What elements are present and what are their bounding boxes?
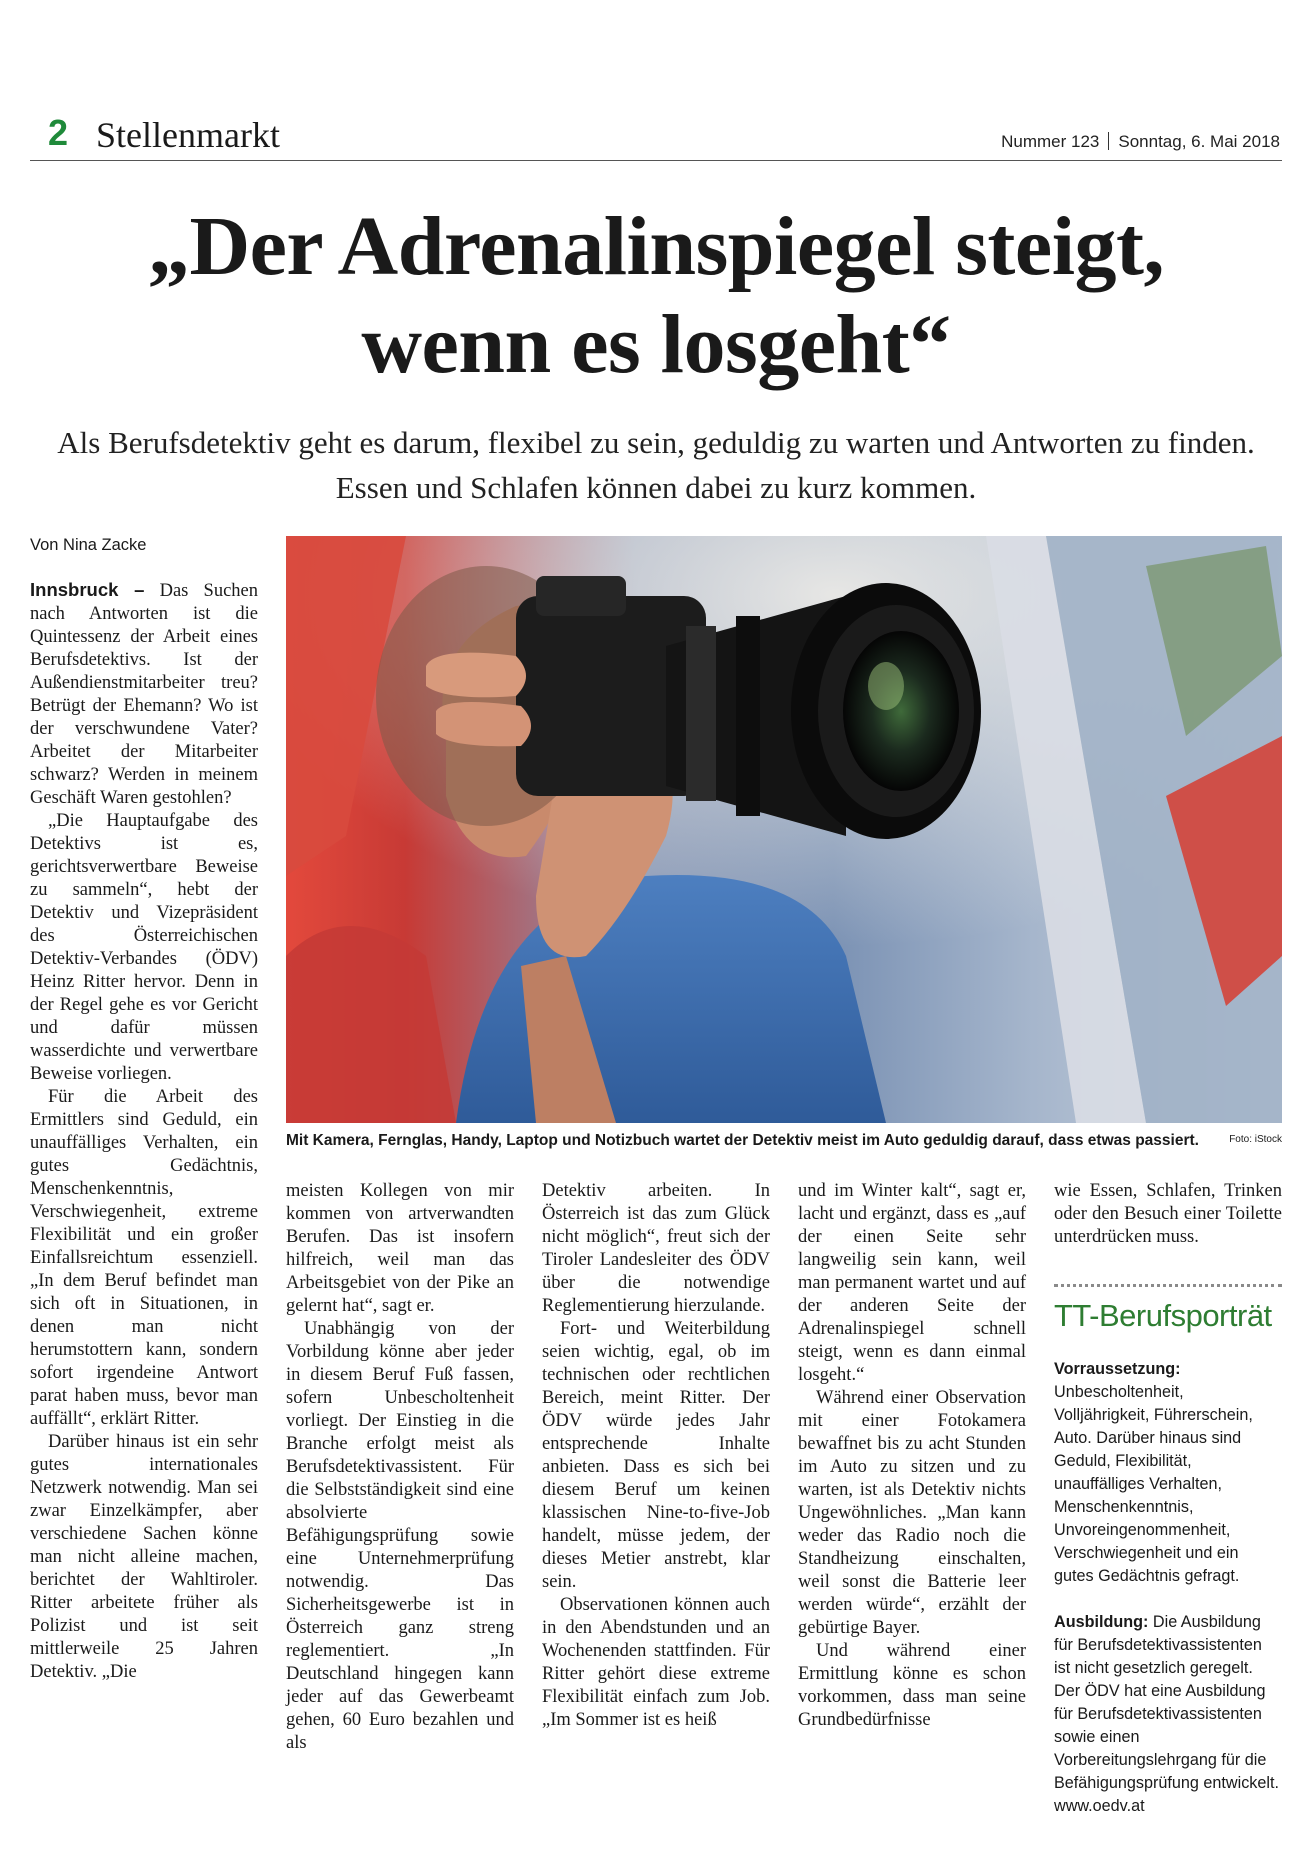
article-paragraph: „Die Hauptaufgabe des Detektivs ist es, gerichtsverwertbare Beweise zu sammeln“, hebt der Detektiv und Vizepräsident des Österreichischen Detektiv-Verbandes (ÖDV) Heinz Ritter hervor. Denn in der Regel gehe es vor Gericht und dafür müssen wasserdichte und verwertbare Beweise vorliegen. xyxy=(30,811,258,1084)
article-paragraph: wie Essen, Schlafen, Trinken oder den Besuch einer Toilette unterdrücken muss. xyxy=(1054,1181,1282,1247)
article-paragraph: Detektiv arbeiten. In Österreich ist das zum Glück nicht möglich“, freut sich der Tiroler Landesleiter des ÖDV über die notwendige Reglementierung hierzulande. xyxy=(542,1181,770,1316)
issue-info xyxy=(1001,132,1280,152)
article-column-1 xyxy=(30,578,258,1684)
dateline: Innsbruck – xyxy=(30,579,145,600)
section-title: Stellenmarkt xyxy=(96,115,280,155)
article-paragraph: meisten Kollegen von mir kommen von artverwandten Berufen. Das ist insofern hilfreich, weil man das Arbeitsgebiet von der Pike an gelernt hat“, sagt er. xyxy=(286,1181,514,1316)
sidebar-title: TT-Berufsporträt xyxy=(1054,1298,1272,1333)
sidebar-text: Die Ausbildung für Berufsdetektivassistenten ist nicht gesetzlich geregelt. Der ÖDV hat eine Ausbildung für Berufsdetektivassistenten sowie einen Vorbereitungslehrgang für die Befähigungsprüfung entwickelt. www.oedv.at xyxy=(1054,1613,1279,1815)
photo-caption xyxy=(286,1132,1282,1150)
article-photo xyxy=(286,536,1282,1123)
article-paragraph: Während einer Observation mit einer Fotokamera bewaffnet bis zu acht Stunden im Auto zu sitzen und zu warten, ist als Detektiv nichts Ungewöhnliches. „Man kann weder das Radio noch die Standheizung einschalten, weil sonst die Batterie leer werden würde“, erzählt der gebürtige Bayer. xyxy=(798,1388,1026,1638)
sidebar-section xyxy=(1054,1611,1282,1818)
caption-text: Mit Kamera, Fernglas, Handy, Laptop und Notizbuch wartet der Detektiv meist im Auto geduldig darauf, dass etwas passiert. xyxy=(286,1132,1199,1149)
sidebar-body xyxy=(1054,1358,1282,1841)
sidebar-label: Vorraussetzung: xyxy=(1054,1360,1181,1378)
lead-paragraph: Als Berufsdetektiv geht es darum, flexibel zu sein, geduldig zu warten und Antworten zu finden. Essen und Schlafen können dabei zu kurz kommen. xyxy=(57,425,1255,505)
headline: „Der Adrenalinspiegel steigt, wenn es losgeht“ xyxy=(147,200,1165,391)
article-paragraph: Unabhängig von der Vorbildung könne aber jeder in diesem Beruf Fuß fassen, sofern Unbescholtenheit vorliegt. Der Einstieg in die Branche erfolgt meist als Berufsdetektivassistent. Für die Selbstständigkeit sind eine absolvierte Befähigungsprüfung sowie eine Unternehmerprüfung notwendig. Das Sicherheitsgewerbe ist in Österreich ganz streng reglementiert. „In Deutschland hingegen kann jeder auf das Gewerbeamt gehen, 60 Euro bezahlen und als xyxy=(286,1319,514,1753)
article-paragraph: und im Winter kalt“, sagt er, lacht und ergänzt, dass es „auf der einen Seite sehr langweilig sein kann, weil man permanent wartet und auf der anderen Seite der Adrenalinspiegel schnell steigt, wenn es dann einmal losgeht.“ xyxy=(798,1181,1026,1385)
photo-credit: Foto: iStock xyxy=(1229,1134,1282,1145)
byline: Von Nina Zacke xyxy=(30,536,147,554)
article-column-3 xyxy=(542,1180,770,1732)
article-column-5 xyxy=(1054,1180,1282,1249)
sidebar-label: Ausbildung: xyxy=(1054,1613,1149,1631)
issue-divider xyxy=(1108,132,1109,150)
page-header xyxy=(30,110,1282,161)
article-paragraph: Fort- und Weiterbildung seien wichtig, egal, ob im technischen oder rechtlichen Bereich, meint Ritter. Der ÖDV würde jedes Jahr entsprechende Inhalte anbieten. Dass es sich bei diesem Beruf um keinen klassischen Nine-to-five-Job handelt, müsse jedem, der dieses Metier anstrebt, klar sein. xyxy=(542,1319,770,1592)
issue-date: Sonntag, 6. Mai 2018 xyxy=(1118,132,1280,151)
sidebar-section xyxy=(1054,1358,1282,1588)
paragraph-text: Das Suchen nach Antworten ist die Quintessenz der Arbeit eines Berufsdetektivs. Ist der Außendienstmitarbeiter treu? Betrügt der Ehemann? Wo ist der verschwundene Vater? Arbeitet der Mitarbeiter schwarz? Werden in meinem Geschäft Waren gestohlen? xyxy=(30,581,259,808)
article-paragraph: Observationen können auch in den Abendstunden und an Wochenenden stattfinden. Für Ritter gehört diese extreme Flexibilität einfach zum Job. „Im Sommer ist es heiß xyxy=(542,1595,770,1730)
sidebar-divider xyxy=(1054,1284,1282,1287)
page-number: 2 xyxy=(48,112,69,153)
article-paragraph xyxy=(30,578,258,810)
article-paragraph: Und während einer Ermittlung könne es schon vorkommen, dass man seine Grundbedürfnisse xyxy=(798,1641,1026,1730)
sidebar-text: Unbescholtenheit, Volljährigkeit, Führerschein, Auto. Darüber hinaus sind Geduld, Flexibilität, unauffälliges Verhalten, Menschenkenntnis, Unvoreingenommenheit, Verschwiegenheit und ein gutes Gedächtnis gefragt. xyxy=(1054,1383,1253,1585)
article-paragraph: Darüber hinaus ist ein sehr gutes internationales Netzwerk notwendig. Man sei zwar Einzelkämpfer, aber verschiedene Sachen könne man nicht alleine machen, berichtet der Wahltiroler. Ritter arbeitete früher als Polizist und ist seit mittlerweile 25 Jahren Detektiv. „Die xyxy=(30,1432,258,1682)
detective-camera-photo xyxy=(286,536,1282,1123)
article-column-2 xyxy=(286,1180,514,1755)
article-paragraph: Für die Arbeit des Ermittlers sind Geduld, ein unauffälliges Verhalten, ein gutes Gedächtnis, Menschenkenntnis, Verschwiegenheit, extreme Flexibilität und ein großer Einfallsreichtum essenziell. „In dem Beruf befindet man sich oft in Situationen, in denen man nicht herumstottern kann, sondern sofort irgendeine Antwort parat haben muss, bevor man auffällt“, erklärt Ritter. xyxy=(30,1087,258,1429)
article-column-4 xyxy=(798,1180,1026,1732)
issue-number: Nummer 123 xyxy=(1001,132,1100,151)
